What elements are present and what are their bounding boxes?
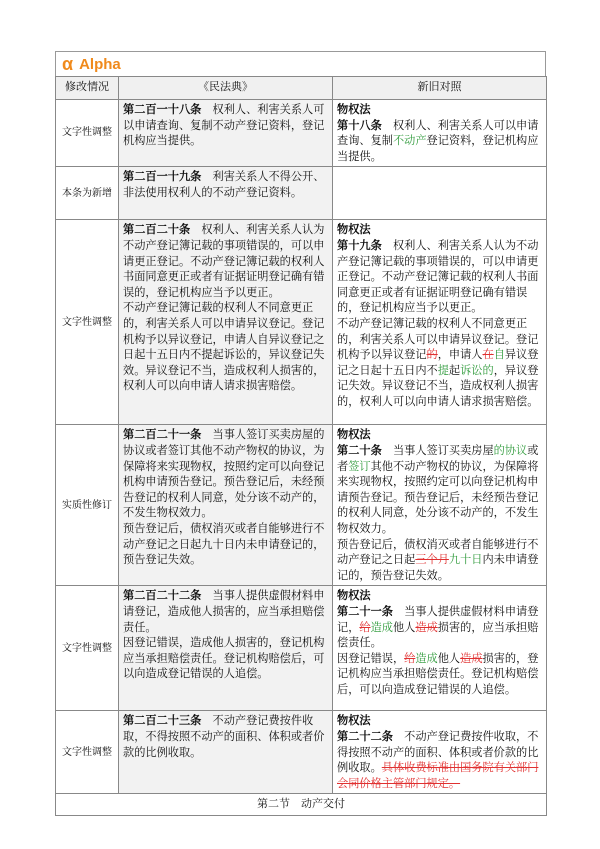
deleted-text: 三个月 [415, 553, 449, 567]
inserted-text: 造成 [370, 620, 393, 634]
change-type-cell: 文字性调整 [56, 100, 119, 167]
old-law-cell [333, 425, 547, 586]
table-row [56, 100, 547, 167]
change-type-cell: 文字性调整 [56, 220, 119, 425]
old-law-name: 物权法 [337, 588, 371, 603]
table-row [56, 167, 547, 220]
unchanged-text: 损害的，应当承担赔偿责任。 因登记错误， [337, 620, 539, 665]
unchanged-text: 其他不动产物权的协议，为保障将来实现物权，按照约定可以向登记机构申请预告登记。预告登记后，未经预告登记的权利人同意，处分该不动产的，不发生物权效力。 预告登记后，债权消灭或者自能够进行不动产登记之日起 [337, 459, 539, 567]
change-type-cell: 文字性调整 [56, 711, 119, 794]
old-article-number: 第二十二条 [337, 728, 393, 743]
old-law-name: 物权法 [337, 427, 371, 442]
old-article-number: 第二十一条 [337, 603, 393, 618]
deleted-text: 造成 [460, 651, 483, 665]
old-law-name: 物权法 [337, 713, 371, 728]
old-article-body [337, 118, 542, 165]
old-law-cell [333, 167, 547, 220]
unchanged-text: 当事人提供虚假材料申请登记， [337, 604, 539, 634]
civil-article-number: 第二百二十三条 [123, 713, 202, 728]
unchanged-text: 损害的，登记机构应当承担赔偿责任。登记机构赔偿后，可以向造成登记错误的人追偿。 [337, 651, 539, 696]
inserted-text: 签订 [348, 459, 371, 473]
civil-article-number: 第二百一十九条 [123, 169, 202, 184]
brand-bar [55, 51, 546, 76]
civil-code-cell [119, 100, 333, 167]
civil-article-number: 第二百二十一条 [123, 427, 202, 442]
section-row [56, 794, 547, 816]
civil-code-cell [119, 711, 333, 794]
old-article-number: 第十八条 [337, 117, 382, 132]
old-law-cell [333, 586, 547, 711]
section-title: 第二节 动产交付 [56, 794, 547, 816]
inserted-text: 诉讼的 [460, 363, 494, 377]
old-law-cell [333, 711, 547, 794]
unchanged-text: 异议登记之日起十五日内不 [337, 348, 539, 377]
unchanged-text: 登记资料，登记机构应当提供。 [337, 134, 539, 163]
inserted-text: 不动产 [392, 134, 427, 148]
header-civil-code: 《民法典》 [119, 77, 333, 100]
table-row [56, 220, 547, 425]
inserted-text: 提 [437, 363, 449, 377]
unchanged-text: 起 [448, 363, 461, 377]
unchanged-text: 或者 [337, 443, 539, 473]
old-article-number: 第二十条 [337, 442, 382, 457]
old-law-cell [333, 100, 547, 167]
unchanged-text: 不动产登记费按件收取，不得按照不动产的面积、体积或者价款的比例收取。 [337, 729, 539, 775]
unchanged-text: ，申请人 [437, 348, 483, 362]
unchanged-text: 权利人、利害关系人可以申请查询、复制 [337, 118, 539, 148]
civil-article-text: 利害关系人不得公开、非法使用权利人的不动产登记资料。 [123, 170, 325, 199]
comparison-table [55, 76, 547, 816]
header-change-type: 修改情况 [56, 77, 119, 100]
deleted-text: 具体收费标准由国务院有关部门会同价格主管部门规定。 [337, 761, 539, 790]
deleted-text: 在 [482, 348, 494, 362]
change-type-cell: 文字性调整 [56, 586, 119, 711]
change-type-cell: 本条为新增 [56, 167, 119, 220]
brand-name: Alpha [79, 55, 121, 73]
deleted-text: 给 [359, 620, 371, 634]
civil-code-cell [119, 586, 333, 711]
change-type-cell: 实质性修订 [56, 425, 119, 586]
old-article-body [337, 443, 542, 583]
old-law-cell [333, 220, 547, 425]
old-article-body [337, 604, 542, 698]
table-row [56, 711, 547, 794]
old-law-name: 物权法 [337, 102, 371, 116]
unchanged-text: 内未申请登记的，预告登记失效。 [337, 553, 539, 582]
unchanged-text: 权利人、利害关系人认为不动产登记簿记载的事项错误的，可以申请更正登记。不动产登记簿记载的权利人书面同意更正或者有证据证明登记确有错误的，登记机构应当予以更正。 不动产登记簿记载的权利人不同意更正的，利害关系人可以申请异议登记。登记机构予以异议登记 [337, 238, 539, 362]
civil-article-text: 当事人提供虚假材料申请登记，造成他人损害的，应当承担赔偿责任。 因登记错误，造成他人损害的，登记机构应当承担赔偿责任。登记机构赔偿后，可以向造成登记错误的人追偿。 [123, 589, 325, 681]
civil-code-cell [119, 425, 333, 586]
old-article-body [337, 729, 542, 791]
deleted-text: 给 [404, 651, 416, 665]
unchanged-text: 他人 [392, 620, 416, 634]
inserted-text: 造成 [415, 651, 438, 665]
inserted-text: 自 [493, 348, 505, 362]
inserted-text: 的协议 [493, 443, 528, 457]
civil-article-number: 第二百二十条 [123, 222, 191, 237]
civil-article-text: 不动产登记费按件收取，不得按照不动产的面积、体积或者价款的比例收取。 [123, 714, 325, 759]
old-article-number: 第十九条 [337, 237, 382, 252]
table-row [56, 586, 547, 711]
civil-article-text: 权利人、利害关系人认为不动产登记簿记载的事项错误的，可以申请更正登记。不动产登记簿记载的权利人书面同意更正或者有证据证明登记确有错误的，登记机构应当予以更正。 不动产登记簿记载的权利人不同意更正的，利害关系人可以申请异议登记。登记机构予以异议登记，申请人自异议登记之日起十五日内不提起诉讼的，异议登记失效。异议登记不当，造成权利人损害的，权利人可以向申请人请求损害赔偿。 [123, 223, 325, 393]
civil-article-text: 当事人签订买卖房屋的协议或者签订其他不动产物权的协议，为保障将来实现物权，按照约定可以向登记机构申请预告登记。预告登记后，未经预告登记的权利人同意，处分该不动产的，不发生物权效力。 预告登记后，债权消灭或者自能够进行不动产登记之日起九十日内未申请登记的，预告登记失效。 [123, 428, 325, 567]
old-law-name: 物权法 [337, 222, 371, 237]
header-old-new: 新旧对照 [333, 77, 547, 100]
document [55, 51, 546, 816]
inserted-text: 九十日 [448, 553, 483, 567]
unchanged-text: 他人 [437, 651, 461, 665]
civil-article-text: 权利人、利害关系人可以申请查询、复制不动产登记资料，登记机构应当提供。 [123, 103, 325, 148]
deleted-text: 造成 [415, 620, 438, 634]
alpha-logo-icon: α [62, 53, 74, 74]
table-row [56, 425, 547, 586]
old-article-body [337, 238, 542, 410]
civil-code-cell [119, 167, 333, 220]
unchanged-text: 当事人签订买卖房屋 [381, 443, 494, 457]
civil-code-cell [119, 220, 333, 425]
table-header-row [56, 77, 547, 100]
civil-article-number: 第二百二十二条 [123, 588, 202, 603]
deleted-text: 的 [426, 348, 438, 362]
civil-article-number: 第二百一十八条 [123, 102, 202, 116]
unchanged-text: ，异议登记失效。异议登记不当，造成权利人损害的，权利人可以向申请人请求损害赔偿。 [337, 363, 539, 408]
